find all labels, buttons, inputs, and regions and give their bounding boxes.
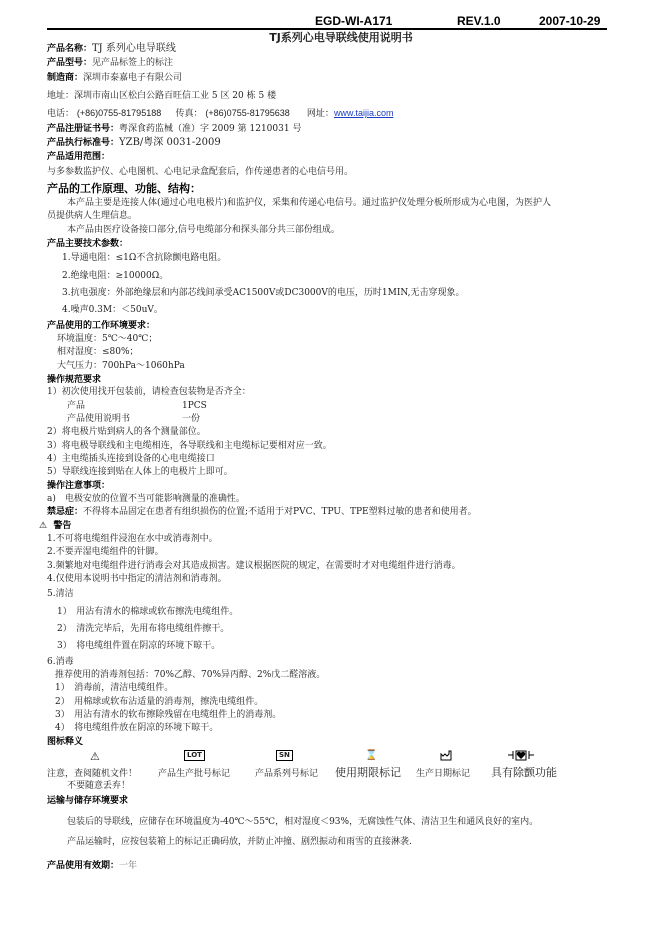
param-item: 3.抗电强度：外部绝缘层和内部芯线间承受AC1500V或DC3000V的电压，历时1MIN,无击穿现象。 bbox=[62, 288, 465, 298]
revision: REV.1.0 bbox=[457, 14, 501, 28]
manufacture-date-icon bbox=[440, 750, 452, 764]
principle-p2: 本产品由医疗设备接口部分,信号电缆部分和探头部分共三部份组成。 bbox=[67, 225, 340, 235]
env-item: 相对湿度：≤80%； bbox=[57, 347, 139, 357]
operation-step: 3）将电极导联线和主电缆相连，各导联线和主电缆标记要相对应一致。 bbox=[47, 441, 332, 451]
storage-p2: 产品运输时，应按包装箱上的标记正确码放，并防止冲撞、剧烈振动和雨雪的直接淋袭. bbox=[67, 837, 412, 847]
warning-item: 2.不要弄湿电缆组件的针脚。 bbox=[47, 547, 164, 557]
contraindication: 禁忌症：不得将本品固定在患者有组织损伤的位置;不适用于对PVC、TPU、TPE塑料过敏的患者和使用者。 bbox=[47, 507, 477, 517]
cleaning-step: 2） 清洗完毕后，先用布将电缆组件擦干。 bbox=[57, 624, 230, 634]
product-model: 产品型号：见产品标签上的标注 bbox=[47, 58, 174, 68]
manufacturer: 制造商：深圳市泰嘉电子有限公司 bbox=[47, 73, 183, 83]
disinfect-step: 4） 将电缆组件放在阴凉的环境下晾干。 bbox=[55, 723, 219, 733]
cleaning-step: 3） 将电缆组件置在阴凉的环境下晾干。 bbox=[57, 641, 221, 651]
operation-heading: 操作规范要求 bbox=[47, 375, 102, 385]
note-a: a) 电极安放的位置不当可能影响测量的准确性。 bbox=[47, 494, 245, 504]
operation-step: 5）导联线连接到贴在人体上的电极片上即可。 bbox=[47, 467, 233, 477]
param-item: 1.导通电阻：≤1Ω不含抗除颤电路电阻。 bbox=[62, 253, 227, 263]
page-title: TJ系列心电导联线使用说明书 bbox=[269, 31, 413, 44]
disinfect-step: 3） 用沾有清水的软布擦除残留在电缆组件上的消毒剂。 bbox=[55, 710, 282, 720]
website-link[interactable]: www.taijia.com bbox=[333, 108, 394, 118]
param-item: 2.绝缘电阻：≥10000Ω。 bbox=[62, 271, 169, 281]
hourglass-icon: ⌛ bbox=[365, 750, 378, 761]
registration: 产品注册证书号：粤深食药监械（准）字 2009 第 1210031 号 bbox=[47, 124, 302, 134]
pack-qty: 1PCS bbox=[182, 401, 207, 411]
disinfect-step: 1） 消毒前，清洁电缆组件。 bbox=[55, 683, 174, 693]
caution-line2: 不要随意丢弃！ bbox=[67, 781, 131, 791]
env-item: 环境温度：5℃～40℃； bbox=[57, 334, 158, 344]
principle-p1-cont: 员提供病人生理信息。 bbox=[47, 211, 138, 221]
storage-heading: 运输与储存环境要求 bbox=[47, 796, 129, 806]
defibrillation-proof-icon bbox=[507, 750, 535, 764]
notes-heading: 操作注意事项： bbox=[47, 481, 111, 491]
symbols-heading: 图标释义 bbox=[47, 737, 84, 747]
symbol-label: 生产日期标记 bbox=[416, 769, 471, 779]
product-name: 产品名称：TJ 系列心电导联线 bbox=[47, 43, 176, 54]
warning-item: 3.频繁地对电缆组件进行消毒会对其造成损害。建议根据医院的规定，在需要时才对电缆组件进行消毒。 bbox=[47, 561, 461, 571]
disinfect-intro: 推荐使用的消毒剂包括：70%乙醇、70%异丙醇、2%戊二醛溶液。 bbox=[55, 670, 326, 680]
warning-heading: ⚠ 警告 bbox=[39, 521, 72, 531]
warning-item: 4.仅使用本说明书中指定的清洁剂和消毒剂。 bbox=[47, 574, 227, 584]
caution-icon: ⚠ bbox=[90, 750, 100, 763]
contact: 电话： (+86)0755-81795188 传真： (+86)0755-81795638 网址：www.taijia.com bbox=[47, 108, 394, 119]
env-item: 大气压力：700hPa～1060hPa bbox=[57, 361, 185, 371]
storage-p1: 包装后的导联线，应储存在环境温度为-40℃～55℃，相对湿度＜93%，无腐蚀性气体、清洁卫生和通风良好的室内。 bbox=[67, 817, 539, 827]
disinfect-heading: 6.消毒 bbox=[47, 657, 74, 667]
pack-item: 产品 bbox=[67, 401, 86, 411]
symbol-label: 产品生产批号标记 bbox=[158, 769, 231, 779]
warning-icon: ⚠ bbox=[39, 521, 48, 531]
symbol-label: 具有除颤功能 bbox=[491, 766, 557, 779]
disinfect-step: 2） 用棉球或软布沾适量的消毒剂，擦洗电缆组件。 bbox=[55, 697, 264, 707]
serial-number-icon: SN bbox=[276, 750, 293, 761]
scope-text: 与多参数监护仪、心电图机、心电记录盒配套后，作传递患者的心电信号用。 bbox=[47, 167, 354, 177]
params-heading: 产品主要技术参数： bbox=[47, 239, 129, 249]
param-item: 4.噪声0.3M：＜50uV。 bbox=[62, 305, 163, 315]
standard: 产品执行标准号：YZB/粤深 0031-2009 bbox=[47, 137, 221, 148]
principle-p1: 本产品主要是连接人体(通过心电电极片)和监护仪，采集和传递心电信号。通过监护仪处理分板所形成为心电图，为医护人 bbox=[67, 198, 552, 208]
doc-date: 2007-10-29 bbox=[539, 14, 601, 28]
pack-qty: 一份 bbox=[182, 414, 201, 424]
validity: 产品使用有效期：一年 bbox=[47, 861, 138, 871]
operation-step: 4）主电缆插头连接到设备的心电电缆接口 bbox=[47, 454, 215, 464]
doc-number: EGD-WI-A171 bbox=[315, 14, 393, 28]
env-heading: 产品使用的工作环境要求： bbox=[47, 321, 156, 331]
lot-icon: LOT bbox=[184, 750, 205, 761]
symbol-label: 使用期限标记 bbox=[335, 766, 401, 779]
symbol-label: 注意，查阅随机文件！ bbox=[47, 769, 138, 779]
scope-heading: 产品适用范围： bbox=[47, 152, 111, 162]
pack-item: 产品使用说明书 bbox=[67, 414, 131, 424]
cleaning-step: 1） 用沾有清水的棉球或软布擦洗电缆组件。 bbox=[57, 607, 239, 617]
operation-step: 1）初次使用找开包装前，请检查包装物是否齐全： bbox=[47, 387, 251, 397]
principle-heading: 产品的工作原理、功能、结构： bbox=[47, 182, 201, 195]
cleaning-heading: 5.清洁 bbox=[47, 589, 74, 599]
warning-item: 1.不可将电缆组件浸泡在水中或消毒剂中。 bbox=[47, 534, 218, 544]
operation-step: 2）将电极片贴到病人的各个测量部位。 bbox=[47, 427, 206, 437]
address: 地址：深圳市南山区松白公路百旺信工业 5 区 20 栋 5 楼 bbox=[47, 91, 277, 101]
symbol-label: 产品系列号标记 bbox=[255, 769, 319, 779]
